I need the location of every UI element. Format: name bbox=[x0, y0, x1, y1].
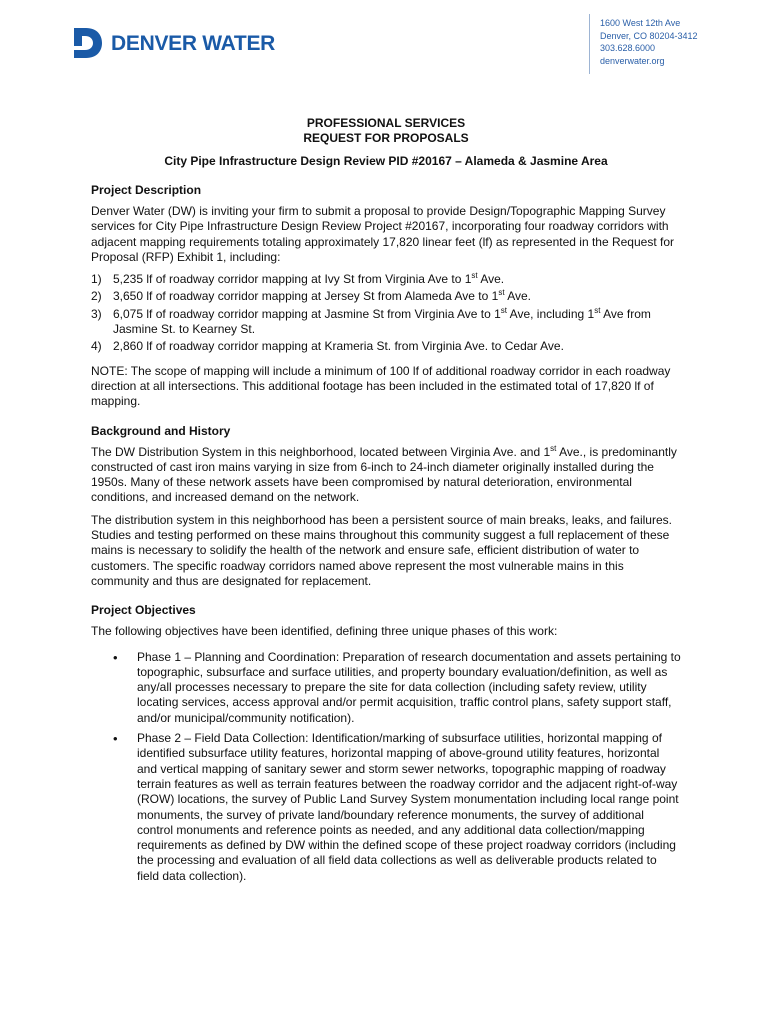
denver-water-logo bbox=[72, 26, 275, 60]
phase-list bbox=[91, 650, 681, 884]
list-item bbox=[91, 339, 681, 354]
text-segment: Ave. bbox=[504, 289, 532, 304]
text-segment: Ave. bbox=[477, 272, 505, 287]
website-link[interactable]: denverwater.org bbox=[600, 55, 665, 66]
doc-title-line2: REQUEST FOR PROPOSALS bbox=[303, 131, 469, 145]
header-divider bbox=[589, 14, 590, 74]
text-segment: 5,235 lf of roadway corridor mapping at Ivy St from Virginia Ave to 1 bbox=[113, 272, 472, 287]
text-segment: 6,075 lf of roadway corridor mapping at Jasmine St from Virginia Ave to 1 bbox=[113, 306, 501, 321]
list-number: 2) bbox=[91, 289, 102, 304]
phase-text: Phase 1 – Planning and Coordination: Preparation of research documentation and assets pertaining to topographic, subsurface and surface utilities, and property boundary evaluation/definition, as well as any/all processes necessary to prepare the site for data collection (including safety review, utility locating services, access approval and/or permit acquisition, traffic control plans, safety support staff, and/or municipal/community notification). bbox=[137, 649, 681, 725]
text-segment: Ave., is predominantly constructed of cast iron mains varying in size from 6-inch to 24-inch diameter originally installed during the 1950s. Many of these network assets have been compromised by natural deterioration, environmental conditions, and increased demand on the network. bbox=[91, 444, 677, 505]
list-number: 1) bbox=[91, 272, 102, 287]
text-segment: Ave from Jasmine St. to Kearney St. bbox=[113, 306, 651, 337]
doc-title-line1: PROFESSIONAL SERVICES bbox=[306, 116, 466, 130]
doc-subtitle: City Pipe Infrastructure Design Review PID #20167 – Alameda & Jasmine Area bbox=[164, 154, 608, 168]
bullet-icon: • bbox=[113, 731, 118, 747]
superscript: st bbox=[594, 305, 601, 315]
address-block bbox=[600, 17, 698, 67]
superscript: st bbox=[471, 271, 478, 281]
superscript: st bbox=[550, 443, 557, 453]
text-segment: Ave, including 1 bbox=[507, 306, 595, 321]
superscript: st bbox=[500, 305, 507, 315]
scope-note: NOTE: The scope of mapping will include a minimum of 100 lf of additional roadway corridor in each roadway direction at all intersections. This additional footage has been included in the estimated total of 17,820 lf of mapping. bbox=[91, 363, 671, 409]
description-intro: Denver Water (DW) is inviting your firm to submit a proposal to provide Design/Topographic Mapping Survey services for City Pipe Infrastructure Design Review Project #20167, incorporating four roadway corridors with adjacent mapping requirements totaling approximately 17,820 linear feet (lf) as represented in the Request for Proposal (RFP) Exhibit 1, including: bbox=[91, 204, 675, 264]
background-paragraph-2: The distribution system in this neighborhood has been a persistent source of main breaks, leaks, and failures. Studies and testing performed on these mains throughout this community suggest a full replacement of these mains is necessary to solidify the health of the network and ensure safe, efficient distribution of water to customers. The specific roadway corridors named above represent the most vulnerable mains in this community and thus are designated for replacement. bbox=[91, 512, 672, 588]
address-line: 1600 West 12th Ave bbox=[600, 18, 681, 28]
bullet-icon: • bbox=[113, 649, 118, 665]
list-number: 4) bbox=[91, 339, 102, 354]
list-item bbox=[91, 650, 681, 726]
document-body bbox=[91, 116, 681, 889]
list-item bbox=[91, 307, 681, 338]
brand-name: DENVER WATER bbox=[111, 31, 276, 55]
list-text bbox=[113, 307, 681, 338]
section-heading-objectives: Project Objectives bbox=[91, 603, 196, 618]
corridor-list bbox=[91, 272, 681, 354]
phone-number: 303.628.6000 bbox=[600, 43, 656, 53]
denver-water-d-icon bbox=[72, 26, 104, 60]
section-heading-background: Background and History bbox=[91, 423, 231, 438]
list-item bbox=[91, 731, 681, 884]
list-item bbox=[91, 289, 681, 304]
section-heading-description: Project Description bbox=[91, 183, 202, 197]
phase-text: Phase 2 – Field Data Collection: Identification/marking of subsurface utilities, horizontal mapping of identified subsurface utility features, horizontal mapping of above-ground utility features, horizontal and vertical mapping of sanitary sewer and storm sewer networks, topographic mapping of roadway terrain features as well as terrain features between the roadway corridor and the adjacent right-of-way (ROW) locations, the survey of Public Land Survey System monumentation including local range point monuments, the survey of private land/boundary reference monuments, the survey of additional control monuments and reference points as needed, and any additional data collection/mapping requirements as defined by DW within the defined scope of these project roadway corridors (including the processing and evaluation of all field data collections as well as deliverable products related to field data collection). bbox=[137, 731, 679, 883]
background-paragraph-1 bbox=[91, 445, 681, 506]
list-text: 2,860 lf of roadway corridor mapping at Krameria St. from Virginia Ave. to Cedar Ave. bbox=[113, 339, 564, 354]
text-segment: 3,650 lf of roadway corridor mapping at Jersey St from Alameda Ave to 1 bbox=[113, 289, 499, 304]
list-item bbox=[91, 272, 681, 287]
address-line: Denver, CO 80204-3412 bbox=[600, 30, 698, 41]
text-segment: The DW Distribution System in this neighborhood, located between Virginia Ave. and 1 bbox=[91, 444, 551, 459]
list-text bbox=[113, 289, 681, 304]
objectives-intro: The following objectives have been identified, defining three unique phases of this work: bbox=[91, 624, 558, 639]
superscript: st bbox=[498, 288, 505, 298]
list-number: 3) bbox=[91, 306, 102, 321]
list-text bbox=[113, 272, 681, 287]
